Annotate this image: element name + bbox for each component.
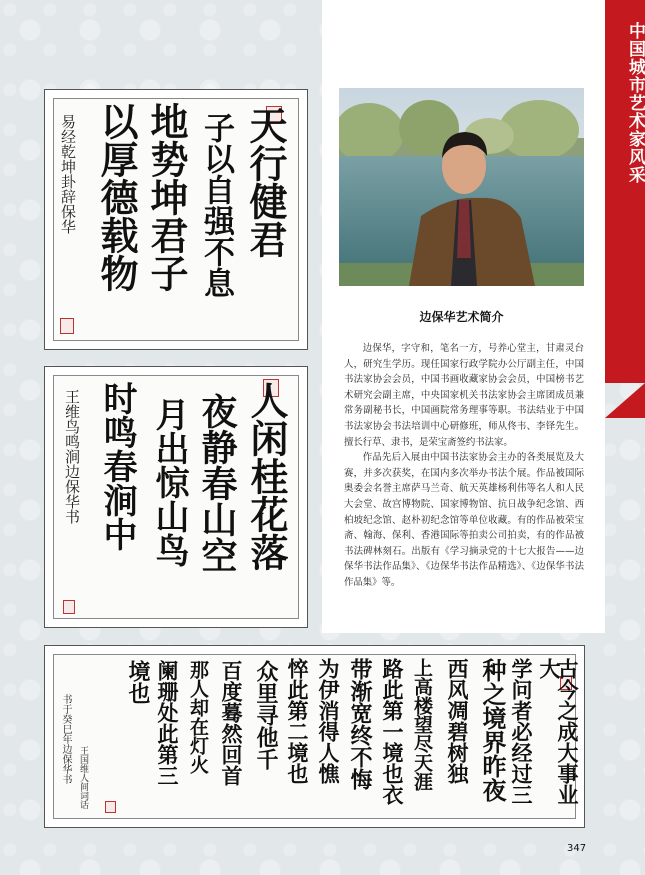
calligraphy-column: 古今之成大事业大 xyxy=(537,658,580,805)
calligraphy-column: 夜静春山空 xyxy=(196,393,238,573)
calligraphy-column: 阑珊处此第三 xyxy=(155,660,180,786)
signature: 王维鸟鸣涧边保华书 xyxy=(63,389,81,524)
calligraphy-column: 人闲桂花落 xyxy=(244,381,289,571)
calligraphy-column: 天行健君 xyxy=(243,106,288,258)
calligraphy-column: 路此第一境也衣 xyxy=(380,658,405,805)
calligraphy-column: 学问者必经过三 xyxy=(509,658,534,805)
bio-text xyxy=(344,341,584,591)
artwork-frame-3 xyxy=(44,645,585,828)
artwork-frame-1 xyxy=(44,89,308,350)
signature-note: 王国维人间词话 xyxy=(78,746,88,809)
calligraphy-column: 为伊消得人憔 xyxy=(316,658,341,784)
calligraphy-column: 子以自强不息 xyxy=(198,112,234,298)
sidebar-title: 中国城市艺术家风采 xyxy=(625,22,645,184)
signature: 易经乾坤卦辞保华 xyxy=(59,114,77,234)
calligraphy-column: 悴此第二境也 xyxy=(285,658,310,784)
calligraphy-column: 地势坤君子 xyxy=(144,102,189,292)
artwork-frame-2 xyxy=(44,366,308,628)
calligraphy-column: 境也 xyxy=(125,660,151,704)
bio-paragraph: 作品先后入展由中国书法家协会主办的各类展览及大赛，并多次获奖，在国内多次举办书法个展。作品被国际奥委会名誉主席萨马兰奇、航天英雄杨利伟等名人和人民大会堂、故宫博物院、国家博物馆、抗日战争纪念馆、西柏坡纪念馆、赵朴初纪念馆等单位收藏。有的作品被荣宝斋、翰海、保利、香港国际等拍卖公司拍卖，有的作品被书法碑林刻石。出版有《学习摘录党的十七大报告——边保华书法作品集》、《边保华书法作品精选》、《边保华书法作品集》等。 xyxy=(344,452,584,588)
page-number: 347 xyxy=(567,843,587,854)
seal-icon xyxy=(105,801,116,813)
calligraphy-column: 那人却在灯火 xyxy=(187,660,209,774)
calligraphy-column: 西风凋碧树独 xyxy=(445,658,470,784)
calligraphy-column: 众里寻他千 xyxy=(253,660,279,770)
calligraphy-column: 上高楼望尽天涯 xyxy=(411,658,433,791)
calligraphy-column: 带渐宽终不悔 xyxy=(347,658,373,790)
signature: 书于癸巳年边保华书 xyxy=(60,694,71,784)
sidebar-arrow-icon xyxy=(605,383,645,418)
seal-icon xyxy=(63,600,75,614)
bio-title: 边保华艺术简介 xyxy=(419,310,504,324)
calligraphy-column: 月出惊山鸟 xyxy=(149,397,189,567)
bio-paragraph: 边保华，字守和，笔名一方，号养心堂主，甘肃灵台人，研究生学历。现任国家行政学院办公厅副主任，中国书法家协会会员，中国书画收藏家协会会员，中国榜书艺术研究会副主席，中央国家机关书法家协会主席团成员兼常务副秘书长，中国画院常务理事等职。书法结业于中国书法家协会书法培训中心研修班，师从佟韦、李铎先生。擅长行草、隶书，是荣宝斋签约书法家。 xyxy=(344,343,584,448)
calligraphy-column: 时鸣春涧中 xyxy=(97,381,137,551)
artist-photo xyxy=(339,88,584,286)
sidebar-banner xyxy=(605,0,645,383)
calligraphy-column: 种之境界昨夜 xyxy=(478,658,507,802)
calligraphy-column: 百度蓦然回首 xyxy=(219,660,244,786)
seal-icon xyxy=(60,318,74,334)
calligraphy-column: 以厚德载物 xyxy=(94,102,139,292)
